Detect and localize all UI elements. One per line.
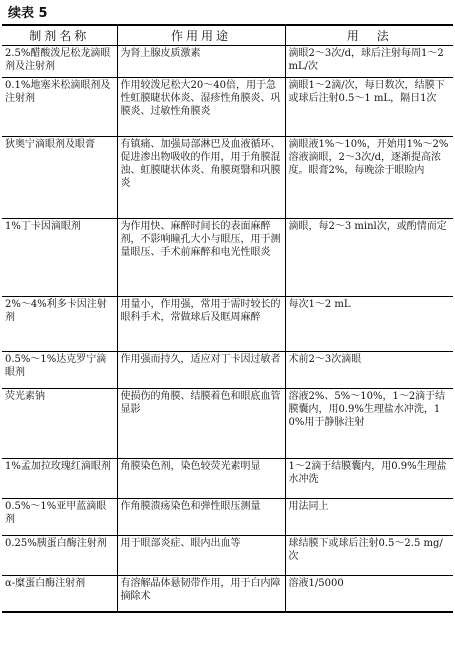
action-use-cell: 有镇痛、加强局部淋巴及血液循环、促进渗出物吸收的作用，用于角膜混浊、虹膜睫状体炎、角膜斑翳和巩膜炎 bbox=[117, 136, 285, 218]
table-row bbox=[2, 458, 453, 498]
preparation-name-cell: 2.5%醋酸泼尼松龙滴眼剂及注射剂 bbox=[2, 45, 117, 77]
usage-cell: 1～2滴于结膜囊内，用0.9%生理盐水冲洗 bbox=[285, 458, 453, 498]
preparation-name-cell: 1%孟加拉玫瑰红滴眼剂 bbox=[2, 458, 117, 498]
usage-cell: 滴眼2～3次/d，球后注射每周1～2 mL/次 bbox=[285, 45, 453, 77]
preparation-name-cell: 荧光素钠 bbox=[2, 388, 117, 458]
action-use-cell: 为肾上腺皮质激素 bbox=[117, 45, 285, 77]
usage-cell: 滴眼，每2～3 minl次，或酌情而定 bbox=[285, 218, 453, 296]
preparation-name-cell: 0.1%地塞米松滴眼剂及注射剂 bbox=[2, 77, 117, 136]
usage-cell: 用法同上 bbox=[285, 498, 453, 535]
table-row bbox=[2, 218, 453, 296]
action-use-cell: 作用强而持久，适应对丁卡因过敏者 bbox=[117, 351, 285, 388]
action-use-cell: 用于眼部炎症、眼内出血等 bbox=[117, 535, 285, 575]
header-usage: 用 法 bbox=[285, 25, 453, 45]
table-row bbox=[2, 296, 453, 351]
usage-cell: 溶液1/5000 bbox=[285, 575, 453, 612]
preparation-name-cell: 0.5%～1%达克罗宁滴眼剂 bbox=[2, 351, 117, 388]
preparation-name-cell: α-糜蛋白酶注射剂 bbox=[2, 575, 117, 612]
usage-cell: 术前2～3次滴眼 bbox=[285, 351, 453, 388]
table-row bbox=[2, 77, 453, 136]
table-row bbox=[2, 388, 453, 458]
table-row bbox=[2, 535, 453, 575]
header-action-use: 作用用途 bbox=[117, 25, 285, 45]
table-header-row bbox=[2, 25, 453, 45]
preparation-name-cell: 狄奥宁滴眼剂及眼膏 bbox=[2, 136, 117, 218]
table-row bbox=[2, 498, 453, 535]
table-row bbox=[2, 45, 453, 77]
preparation-name-cell: 0.5%～1%亚甲蓝滴眼剂 bbox=[2, 498, 117, 535]
action-use-cell: 角膜染色剂，染色较荧光素明显 bbox=[117, 458, 285, 498]
action-use-cell: 为作用快、麻醉时间长的表面麻醉剂，不影响瞳孔大小与眼压，用于测量眼压、手术前麻醉和电光性眼炎 bbox=[117, 218, 285, 296]
table-row bbox=[2, 575, 453, 612]
preparation-name-cell: 0.25%胰蛋白酶注射剂 bbox=[2, 535, 117, 575]
usage-cell: 滴眼液1%～10%，开始用1%～2%溶液滴眼，2～3次/d，逐渐提高浓度。眼膏2%，每晚涂于眼睑内 bbox=[285, 136, 453, 218]
action-use-cell: 使损伤的角膜、结膜着色和眼底血管显影 bbox=[117, 388, 285, 458]
usage-cell: 溶液2%、5%～10%，1～2滴于结膜囊内，用0.9%生理盐水冲洗，10%用于静脉注射 bbox=[285, 388, 453, 458]
header-preparation-name: 制剂名称 bbox=[2, 25, 117, 45]
action-use-cell: 用量小，作用强，常用于需时较长的眼科手术，常做球后及眶周麻醉 bbox=[117, 296, 285, 351]
usage-cell: 每次1～2 mL bbox=[285, 296, 453, 351]
usage-cell: 球结膜下或球后注射0.5～2.5 mg/次 bbox=[285, 535, 453, 575]
action-use-cell: 作用较泼尼松大20～40倍，用于急性虹膜睫状体炎、湿疹性角膜炎、巩膜炎、过敏性角膜炎 bbox=[117, 77, 285, 136]
table-row bbox=[2, 136, 453, 218]
usage-cell: 滴眼1～2滴/次，每日数次，结膜下或球后注射0.5～1 mL，隔日1次 bbox=[285, 77, 453, 136]
action-use-cell: 作角膜溃疡染色和弹性眼压测量 bbox=[117, 498, 285, 535]
table-caption: 续表 5 bbox=[8, 6, 48, 21]
table-row bbox=[2, 351, 453, 388]
preparation-name-cell: 1%丁卡因滴眼剂 bbox=[2, 218, 117, 296]
preparation-name-cell: 2%～4%利多卡因注射剂 bbox=[2, 296, 117, 351]
drug-table bbox=[2, 24, 453, 613]
action-use-cell: 有溶解晶体悬韧带作用，用于白内障摘除术 bbox=[117, 575, 285, 612]
